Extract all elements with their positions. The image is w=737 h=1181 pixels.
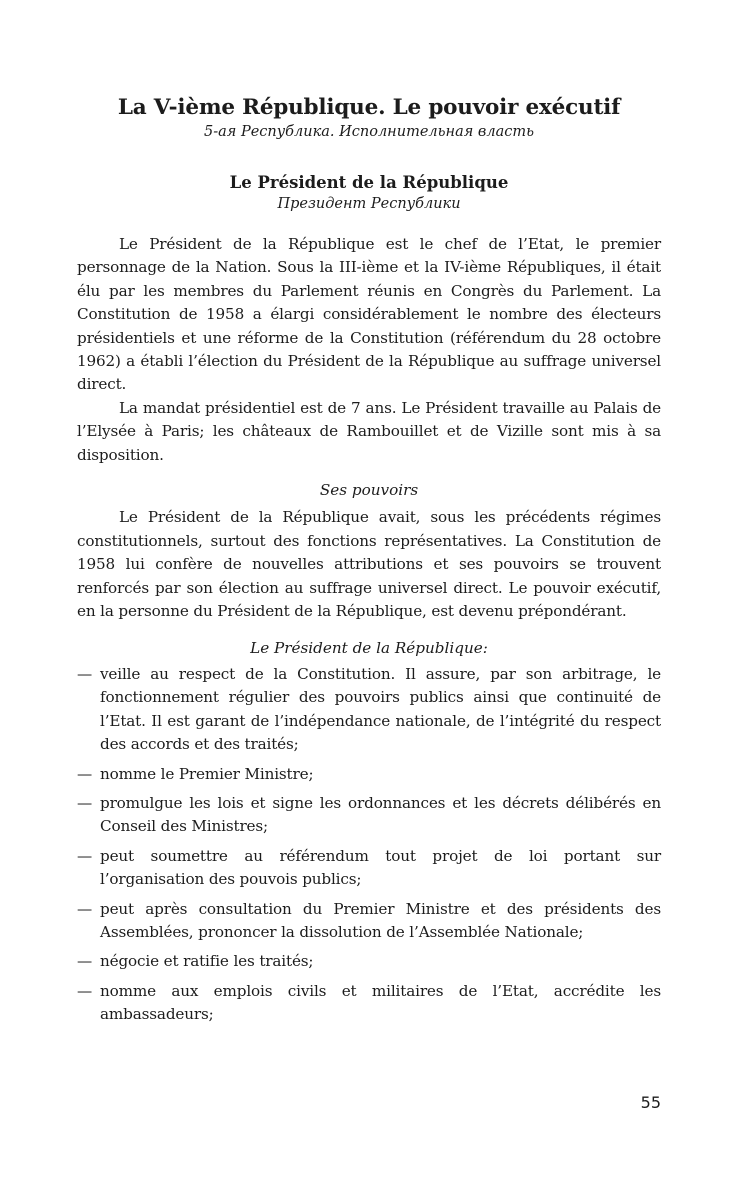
dash-marker: — <box>77 764 93 783</box>
powers-paragraph: Le Président de la République avait, sous les précédents régimes constitutionnels, surtout des fonctions représentatives. La Constitution de 1958 lui confère de nouvelles attributions et ses pouvoirs se trouvent renforcés par son élection au suffrage universel direct. Le pouvoir exécutif, en la personne du Président de la République, est devenu prépondérant. <box>77 508 661 621</box>
dash-marker: — <box>77 899 93 918</box>
list-heading: Le Président de la République: <box>250 638 488 657</box>
list-item-text: nomme aux emplois civils et militaires de l’Etat, accrédite les ambassadeurs; <box>100 981 661 1024</box>
list-item-text: négocie et ratifie les traités; <box>100 952 314 971</box>
intro-paragraph: Le Président de la République est le chef de l’Etat, le premier personnage de la Nation. Sous la III-ième et la IV-ième Républiques, il était élu par les membres du Parlement réunis en Congrès du Parlement. La Constitution de 1958 a élargi considérablement le nombre des électeurs présidentiels et une réforme de la Constitution (référendum du 28 octobre 1962) a établi l’élection du Président de la République au suffrage universel direct. <box>77 235 661 394</box>
list-item <box>77 980 661 1027</box>
dash-marker: — <box>77 952 93 971</box>
page-content <box>77 94 661 1033</box>
list-item <box>77 792 661 839</box>
list-item <box>77 663 661 757</box>
page-number: 55 <box>640 1093 661 1112</box>
section-subtitle: Президент Республики <box>277 196 461 212</box>
dash-marker: — <box>77 664 93 683</box>
list-item <box>77 950 661 973</box>
dash-marker: — <box>77 793 93 812</box>
dash-marker: — <box>77 846 93 865</box>
list-item <box>77 763 661 786</box>
list-item <box>77 845 661 892</box>
powers-heading: Ses pouvoirs <box>319 481 419 500</box>
powers-list <box>77 663 661 1027</box>
list-item-text: nomme le Premier Ministre; <box>100 764 314 783</box>
section-header <box>77 172 661 214</box>
chapter-title: La V-ième République. Le pouvoir exécutif <box>117 95 621 120</box>
intro-paragraph: La mandat présidentiel est de 7 ans. Le Président travaille au Palais de l’Elysée à Paris; les châteaux de Rambouillet et de Vizille sont mis à sa disposition. <box>77 398 661 464</box>
section-title: Le Président de la République <box>229 173 509 192</box>
dash-marker: — <box>77 981 93 1000</box>
chapter-header <box>77 94 661 142</box>
list-item <box>77 898 661 945</box>
list-item-text: promulgue les lois et signe les ordonnances et les décrets délibérés en Conseil des Ministres; <box>100 793 661 836</box>
list-item-text: peut soumettre au référendum tout projet de loi portant sur l’organisation des pouvois publics; <box>100 846 661 889</box>
chapter-subtitle: 5-ая Республика. Исполнительная власть <box>203 124 535 140</box>
list-item-text: veille au respect de la Constitution. Il assure, par son arbitrage, le fonctionnement régulier des pouvoirs publics ainsi que continuité de l’Etat. Il est garant de l’indépendance nationale, de l’intégrité du respect des accords et des traités; <box>100 664 661 754</box>
list-item-text: peut après consultation du Premier Ministre et des présidents des Assemblées, prononcer la dissolution de l’Assemblée Nationale; <box>100 899 661 941</box>
